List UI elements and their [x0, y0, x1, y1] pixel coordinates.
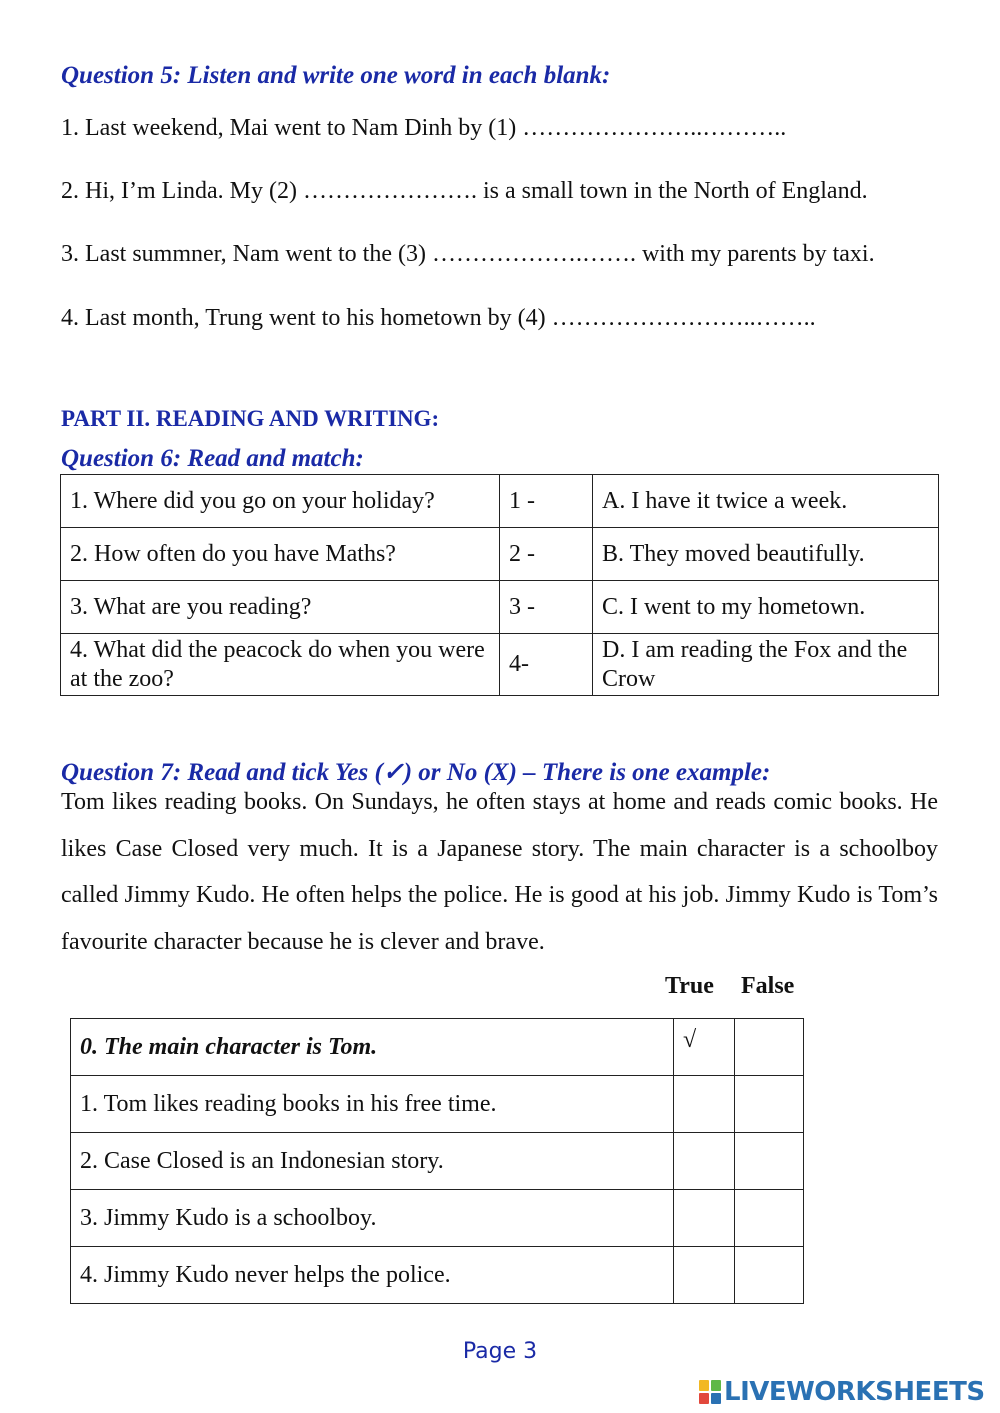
false-checkbox[interactable]	[735, 1247, 804, 1304]
question-6-heading: Question 6: Read and match:	[61, 445, 364, 472]
false-column-header: False	[741, 973, 795, 999]
matching-answer: D. I am reading the Fox and the Crow	[593, 634, 939, 696]
true-checkbox[interactable]	[674, 1247, 735, 1304]
matching-answer-slot[interactable]: 1 -	[500, 475, 593, 528]
matching-question: 4. What did the peacock do when you were at the zoo?	[61, 634, 500, 696]
matching-row	[61, 634, 939, 696]
matching-question: 3. What are you reading?	[61, 581, 500, 634]
listening-item-4: 4. Last month, Trung went to his hometown by (4) ……………………..……..	[61, 305, 816, 331]
false-checkbox[interactable]	[735, 1190, 804, 1247]
false-checkbox[interactable]	[735, 1076, 804, 1133]
true-false-table	[70, 1018, 804, 1304]
true-checkbox[interactable]	[674, 1190, 735, 1247]
matching-answer-slot[interactable]: 2 -	[500, 528, 593, 581]
table-row	[71, 1247, 804, 1304]
reading-passage: Tom likes reading books. On Sundays, he often stays at home and reads comic books. He likes Case Closed very much. It is a Japanese story. The main character is a schoolboy called Jimmy Kudo. He often helps the police. He is good at his job. Jimmy Kudo is Tom’s favourite character because he is clever and brave.	[61, 789, 938, 955]
matching-table	[60, 474, 939, 696]
liveworksheets-logo-text: LIVEWORKSHEETS	[724, 1377, 985, 1407]
false-checkbox	[735, 1019, 804, 1076]
page-number: Page 3	[462, 1339, 538, 1364]
matching-row	[61, 581, 939, 634]
tf-statement: 1. Tom likes reading books in his free time.	[71, 1076, 674, 1133]
matching-answer-slot[interactable]: 4-	[500, 634, 593, 696]
listening-item-2: 2. Hi, I’m Linda. My (2) …………………. is a small town in the North of England.	[61, 178, 868, 204]
tf-statement: 3. Jimmy Kudo is a schoolboy.	[71, 1190, 674, 1247]
question-7-heading: Question 7: Read and tick Yes (✓) or No (X) – There is one example:	[61, 759, 771, 786]
tf-statement: 4. Jimmy Kudo never helps the police.	[71, 1247, 674, 1304]
matching-question: 1. Where did you go on your holiday?	[61, 475, 500, 528]
true-column-header: True	[665, 973, 714, 999]
table-row	[71, 1190, 804, 1247]
liveworksheets-logo-icon	[698, 1379, 722, 1405]
part-2-heading: PART II. READING AND WRITING:	[61, 406, 440, 431]
false-checkbox[interactable]	[735, 1133, 804, 1190]
question-5-heading: Question 5: Listen and write one word in each blank:	[61, 62, 611, 89]
matching-question: 2. How often do you have Maths?	[61, 528, 500, 581]
listening-item-1: 1. Last weekend, Mai went to Nam Dinh by (1) …………………..………..	[61, 115, 787, 141]
tf-statement-example: 0. The main character is Tom.	[71, 1019, 674, 1076]
true-checkbox: √	[674, 1019, 735, 1076]
matching-answer: A. I have it twice a week.	[593, 475, 939, 528]
matching-answer: C. I went to my hometown.	[593, 581, 939, 634]
matching-row	[61, 528, 939, 581]
true-checkbox[interactable]	[674, 1133, 735, 1190]
table-row	[71, 1133, 804, 1190]
matching-answer: B. They moved beautifully.	[593, 528, 939, 581]
listening-item-3: 3. Last summner, Nam went to the (3) ……………….……. with my parents by taxi.	[61, 241, 875, 267]
true-checkbox[interactable]	[674, 1076, 735, 1133]
matching-row	[61, 475, 939, 528]
table-row	[71, 1076, 804, 1133]
table-row	[71, 1019, 804, 1076]
tf-statement: 2. Case Closed is an Indonesian story.	[71, 1133, 674, 1190]
matching-answer-slot[interactable]: 3 -	[500, 581, 593, 634]
